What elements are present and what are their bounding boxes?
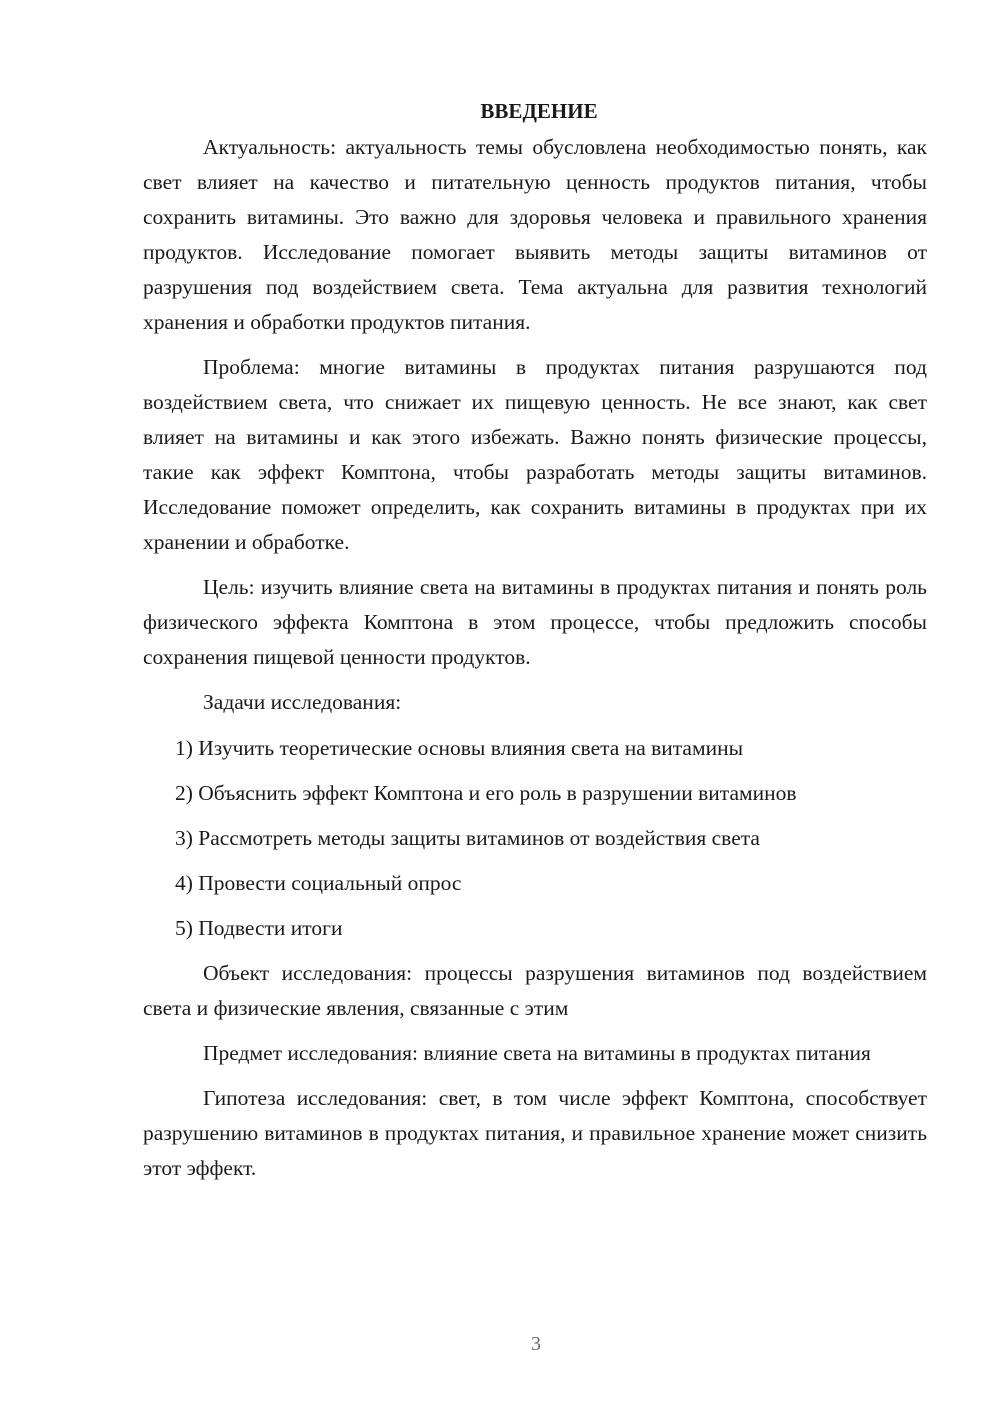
task-item-2: 2) Объяснить эффект Комптона и его роль в разрушении витаминов — [175, 781, 797, 805]
task-item-3: 3) Рассмотреть методы защиты витаминов от воздействия света — [175, 826, 760, 850]
task-item-1: 1) Изучить теоретические основы влияния света на витамины — [175, 736, 744, 760]
tasks-title: Задачи исследования: — [203, 690, 402, 714]
page-content — [143, 96, 927, 1186]
object-paragraph: Объект исследования: процессы разрушения витаминов под воздействием света и физические явления, связанные с этим — [143, 961, 927, 1020]
problem-paragraph: Проблема: многие витамины в продуктах питания разрушаются под воздействием света, что снижает их пищевую ценность. Не все знают, как свет влияет на витамины и как этого избежать. Важно понять физические процессы, такие как эффект Комптона, чтобы разработать методы защиты витаминов. Исследование поможет определить, как сохранить витамины в продуктах при их хранении и обработке. — [143, 355, 927, 554]
relevance-paragraph: Актуальность: актуальность темы обусловлена необходимостью понять, как свет влияет на качество и питательную ценность продуктов питания, чтобы сохранить витамины. Это важно для здоровья человека и правильного хранения продуктов. Исследование помогает выявить методы защиты витаминов от разрушения под воздействием света. Тема актуальна для развития технологий хранения и обработки продуктов питания. — [143, 135, 927, 334]
tasks-list — [143, 731, 927, 946]
section-heading: ВВЕДЕНИЕ — [480, 99, 598, 123]
task-item-4: 4) Провести социальный опрос — [175, 871, 462, 895]
hypothesis-paragraph: Гипотеза исследования: свет, в том числе эффект Комптона, способствует разрушению витаминов в продуктах питания, и правильное хранение может снизить этот эффект. — [143, 1086, 927, 1180]
task-item-5: 5) Подвести итоги — [175, 916, 343, 940]
page-number: 3 — [531, 1333, 541, 1355]
goal-paragraph: Цель: изучить влияние света на витамины в продуктах питания и понять роль физического эффекта Комптона в этом процессе, чтобы предложить способы сохранения пищевой ценности продуктов. — [143, 575, 927, 669]
subject-paragraph: Предмет исследования: влияние света на витамины в продуктах питания — [203, 1041, 871, 1065]
